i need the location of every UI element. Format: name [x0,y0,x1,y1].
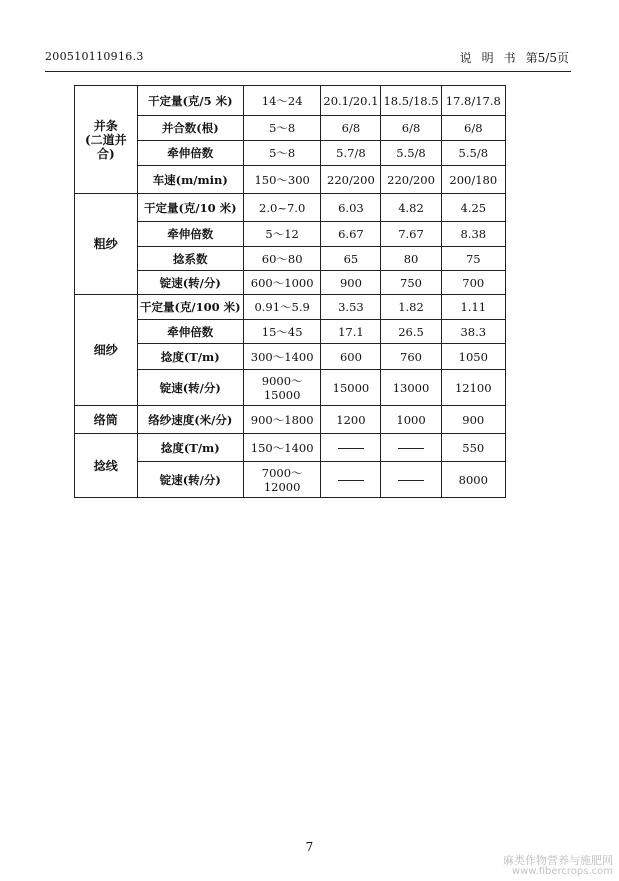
table-row [75,166,506,194]
value-cell: 65 [321,247,381,271]
range-cell: 15～45 [243,320,320,344]
value-cell: 17.8/17.8 [441,86,505,116]
value-cell-empty [321,434,381,462]
header-title-char-3: 书 [503,51,516,65]
value-cell: 1.82 [381,295,441,320]
param-cell: 牵伸倍数 [137,141,243,166]
process-cell-winding: 络筒 [75,406,138,434]
process-cell-roving: 粗纱 [75,194,138,295]
value-cell: 7.67 [381,222,441,247]
value-cell-empty [381,462,441,498]
value-cell: 700 [441,271,505,295]
process-label: 并条 (二道并 合) [84,118,127,161]
process-cell-spinning: 细纱 [75,295,138,406]
value-cell: 6.67 [321,222,381,247]
range-cell: 150～300 [243,166,320,194]
value-cell: 5.7/8 [321,141,381,166]
range-cell: 14～24 [243,86,320,116]
range-cell: 60～80 [243,247,320,271]
header-title-char-2: 明 [481,51,494,65]
header-rule [45,71,571,72]
param-cell: 锭速(转/分) [137,462,243,498]
table-row [75,406,506,434]
value-cell: 3.53 [321,295,381,320]
table-row [75,344,506,370]
range-cell: 5～12 [243,222,320,247]
value-cell: 20.1/20.1 [321,86,381,116]
value-cell: 550 [441,434,505,462]
value-cell: 900 [441,406,505,434]
table-row [75,320,506,344]
table-row [75,434,506,462]
header-title [450,49,569,66]
value-cell: 1050 [441,344,505,370]
param-cell: 锭速(转/分) [137,271,243,295]
range-cell: 150～1400 [243,434,320,462]
table-row [75,295,506,320]
param-cell: 干定量(克/100 米) [137,295,243,320]
value-cell-empty [381,434,441,462]
range-cell [243,370,320,406]
value-cell: 6/8 [441,116,505,141]
range-cell: 0.91～5.9 [243,295,320,320]
value-cell: 26.5 [381,320,441,344]
param-cell: 干定量(克/10 米) [137,194,243,222]
value-cell: 13000 [381,370,441,406]
param-cell: 络纱速度(米/分) [137,406,243,434]
param-cell: 并合数(根) [137,116,243,141]
value-cell: 4.25 [441,194,505,222]
value-cell: 80 [381,247,441,271]
watermark-url: www.fibercrops.com [511,866,613,877]
value-cell: 1000 [381,406,441,434]
range-text: 9000～ 15000 [261,373,303,402]
range-cell [243,462,320,498]
dash-mark [338,480,364,481]
param-cell: 捻度(T/m) [137,434,243,462]
page-label: 第5/5页 [525,51,569,65]
process-cell-twisting: 捻线 [75,434,138,498]
range-text: 7000～ 12000 [261,465,303,494]
value-cell: 17.1 [321,320,381,344]
page-number: 7 [305,840,314,854]
param-cell: 捻系数 [137,247,243,271]
value-cell: 900 [321,271,381,295]
value-cell: 15000 [321,370,381,406]
header-title-char-1: 说 [459,51,472,65]
value-cell: 600 [321,344,381,370]
watermark-text: 麻类作物营养与施肥网 [503,854,613,867]
value-cell: 4.82 [381,194,441,222]
table-row [75,462,506,498]
value-cell: 760 [381,344,441,370]
table-row [75,116,506,141]
param-cell: 锭速(转/分) [137,370,243,406]
value-cell: 1200 [321,406,381,434]
process-parameter-table [74,85,506,498]
value-cell: 220/200 [321,166,381,194]
range-cell: 600～1000 [243,271,320,295]
value-cell: 750 [381,271,441,295]
dash-mark [398,448,424,449]
value-cell: 75 [441,247,505,271]
table-row [75,247,506,271]
param-cell: 牵伸倍数 [137,320,243,344]
param-cell: 捻度(T/m) [137,344,243,370]
table-row [75,271,506,295]
value-cell: 8000 [441,462,505,498]
range-cell: 5～8 [243,141,320,166]
value-cell: 200/180 [441,166,505,194]
table-row [75,370,506,406]
value-cell: 220/200 [381,166,441,194]
value-cell: 18.5/18.5 [381,86,441,116]
range-cell: 5～8 [243,116,320,141]
range-cell: 900～1800 [243,406,320,434]
value-cell: 5.5/8 [381,141,441,166]
param-cell: 牵伸倍数 [137,222,243,247]
document-number: 200510110916.3 [45,50,144,63]
value-cell: 6/8 [381,116,441,141]
value-cell: 5.5/8 [441,141,505,166]
table-row [75,194,506,222]
table-row [75,222,506,247]
value-cell: 6/8 [321,116,381,141]
value-cell: 12100 [441,370,505,406]
value-cell-empty [321,462,381,498]
process-cell-drawing [75,86,138,194]
value-cell: 6.03 [321,194,381,222]
value-cell: 8.38 [441,222,505,247]
table-row [75,141,506,166]
param-cell: 车速(m/min) [137,166,243,194]
param-cell: 干定量(克/5 米) [137,86,243,116]
table-row [75,86,506,116]
dash-mark [398,480,424,481]
range-cell: 2.0~7.0 [243,194,320,222]
range-cell: 300～1400 [243,344,320,370]
value-cell: 1.11 [441,295,505,320]
value-cell: 38.3 [441,320,505,344]
dash-mark [338,448,364,449]
